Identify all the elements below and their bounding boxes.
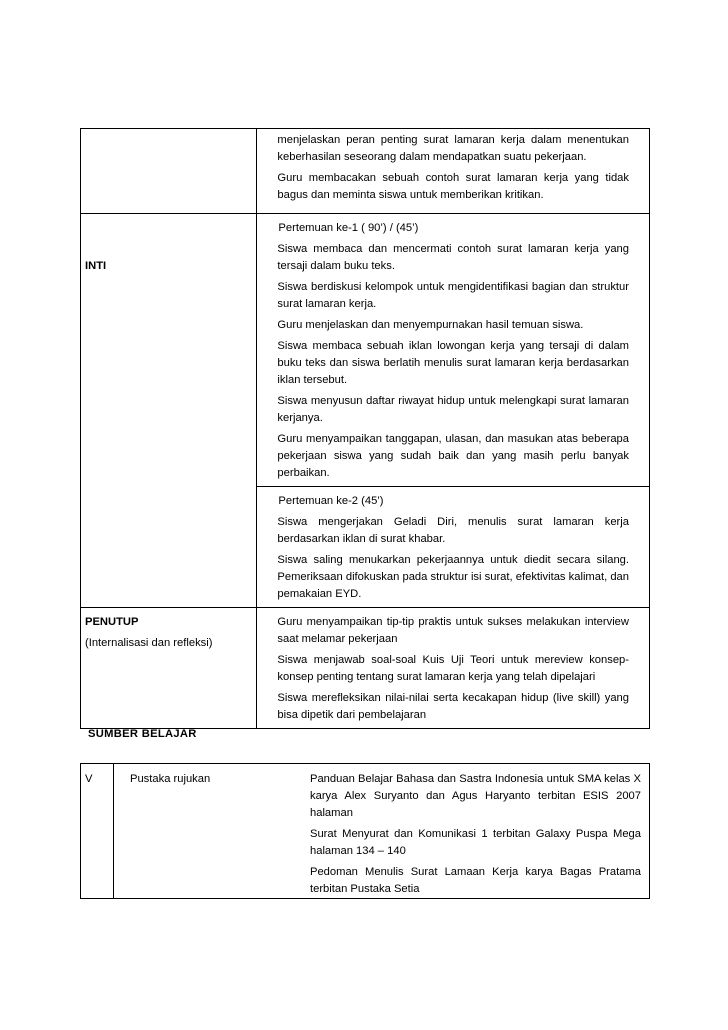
activity-paragraph: Siswa membaca sebuah iklan lowongan kerja yang tersaji di dalam buku teks dan siswa berlatih menulis surat lamaran kerja berdasarkan iklan tersebut. (277, 340, 629, 386)
activity-paragraph: Siswa merefleksikan nilai-nilai serta kecakapan hidup (live skill) yang bisa dipetik dari pembelajaran (277, 692, 629, 721)
penutup-cell (257, 608, 650, 729)
empty-label-cell (81, 129, 257, 214)
inti-label-cell (81, 214, 257, 608)
inti-label: INTI (85, 260, 107, 272)
meeting-2-title: Pertemuan ke-2 (45’) (278, 495, 384, 507)
table-row (81, 214, 650, 487)
meeting-1-title: Pertemuan ke-1 ( 90’) / (45’) (278, 222, 419, 234)
activity-paragraph: Guru membacakan sebuah contoh surat lamaran kerja yang tidak bagus dan meminta siswa untuk memberikan kritikan. (277, 172, 629, 201)
activity-paragraph: Guru menyampaikan tanggapan, ulasan, dan masukan atas beberapa pekerjaan siswa yang sudah baik dan yang masih perlu banyak perbaikan. (277, 433, 629, 479)
source-label: Pustaka rujukan (114, 764, 301, 899)
table-row (81, 764, 650, 899)
activity-paragraph: Siswa mengerjakan Geladi Diri, menulis surat lamaran kerja berdasarkan iklan di surat khabar. (277, 516, 629, 545)
meeting-2-cell (257, 487, 650, 608)
penutup-label-cell (81, 608, 257, 729)
source-marker: V (81, 764, 114, 899)
meeting-1-cell (257, 214, 650, 487)
activity-paragraph: Siswa saling menukarkan pekerjaannya untuk diedit secara silang. Pemeriksaan difokuskan pada struktur isi surat, efektivitas kalimat, dan pemakaian EYD. (277, 554, 629, 600)
source-list-cell (300, 764, 650, 899)
sumber-belajar-heading: SUMBER BELAJAR (88, 728, 197, 740)
activity-paragraph: Siswa berdiskusi kelompok untuk mengidentifikasi bagian dan struktur surat lamaran kerja. (277, 281, 629, 310)
source-item: Pedoman Menulis Surat Lamaan Kerja karya Bagas Pratama terbitan Pustaka Setia (310, 866, 641, 895)
activity-paragraph: Siswa menjawab soal-soal Kuis Uji Teori untuk mereview konsep-konsep penting tentang surat lamaran kerja yang telah dipelajari (277, 654, 629, 683)
activity-paragraph: Siswa membaca dan mencermati contoh surat lamaran kerja yang tersaji dalam buku teks. (277, 243, 629, 272)
source-item: Surat Menyurat dan Komunikasi 1 terbitan Galaxy Puspa Mega halaman 134 – 140 (310, 828, 641, 857)
activity-paragraph: menjelaskan peran penting surat lamaran kerja dalam menentukan keberhasilan seseorang dalam mendapatkan suatu pekerjaan. (277, 134, 629, 163)
activity-paragraph: Siswa menyusun daftar riwayat hidup untuk melengkapi surat lamaran kerjanya. (277, 395, 629, 424)
source-table (80, 763, 650, 899)
table-row (81, 129, 650, 214)
penutup-label: PENUTUP (85, 616, 139, 628)
activity-cell (257, 129, 650, 214)
activity-paragraph: Guru menjelaskan dan menyempurnakan hasil temuan siswa. (277, 319, 584, 331)
source-item: Panduan Belajar Bahasa dan Sastra Indonesia untuk SMA kelas X karya Alex Suryanto dan Agus Haryanto terbitan ESIS 2007 halaman (310, 773, 641, 819)
activity-paragraph: Guru menyampaikan tip-tip praktis untuk sukses melakukan interview saat melamar pekerjaan (277, 616, 629, 645)
penutup-sublabel: (Internalisasi dan refleksi) (85, 637, 213, 649)
lesson-activity-table (80, 128, 650, 729)
table-row (81, 608, 650, 729)
